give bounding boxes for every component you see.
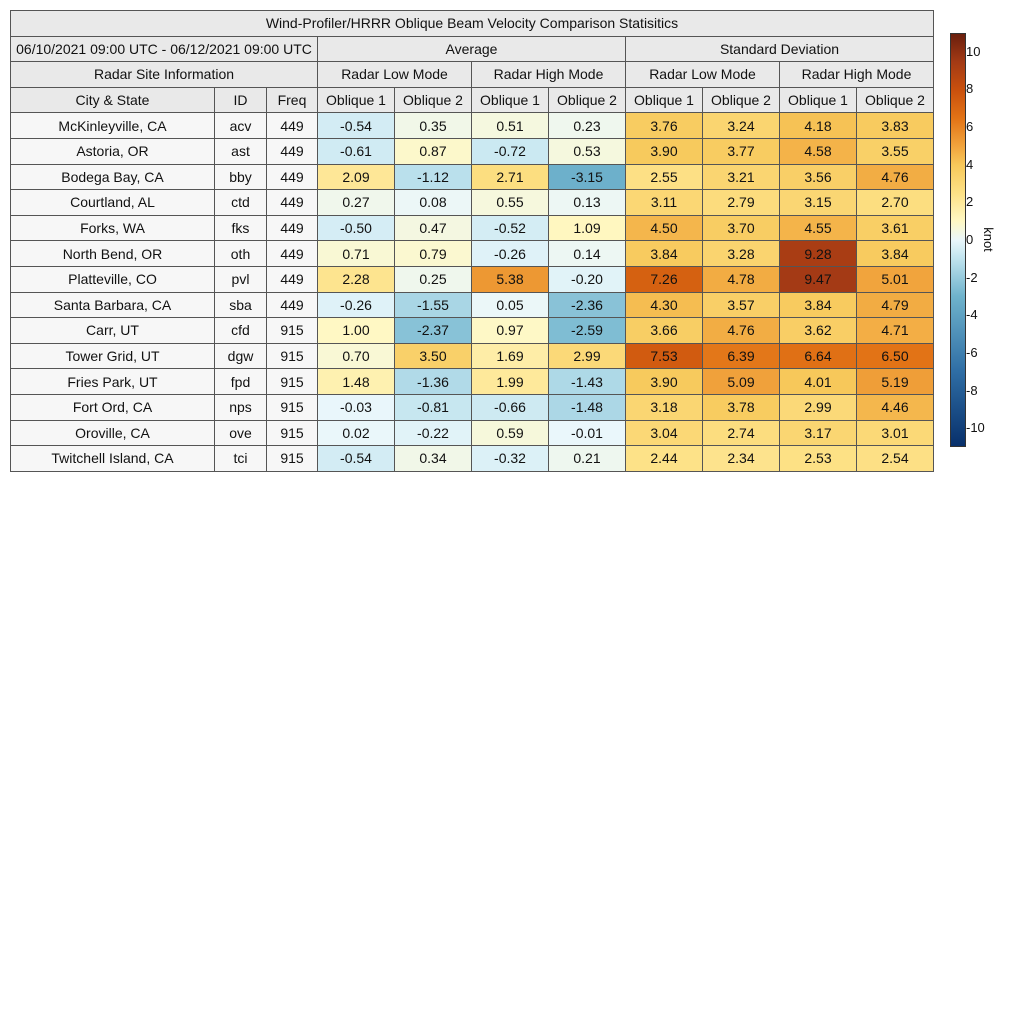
value-cell: -0.03 bbox=[318, 394, 395, 420]
city-cell: Platteville, CO bbox=[11, 266, 215, 292]
freq-cell: 449 bbox=[267, 215, 318, 241]
id-cell: bby bbox=[215, 164, 267, 190]
value-cell: 2.74 bbox=[703, 420, 780, 446]
value-cell: -0.61 bbox=[318, 138, 395, 164]
freq-cell: 449 bbox=[267, 190, 318, 216]
beam-header: Oblique 2 bbox=[549, 87, 626, 113]
table-row bbox=[11, 266, 934, 292]
table-row bbox=[11, 369, 934, 395]
city-cell: Fort Ord, CA bbox=[11, 394, 215, 420]
freq-cell: 915 bbox=[267, 446, 318, 472]
avg-high-mode-header: Radar High Mode bbox=[472, 62, 626, 88]
value-cell: 2.70 bbox=[857, 190, 934, 216]
city-cell: Santa Barbara, CA bbox=[11, 292, 215, 318]
value-cell: 3.62 bbox=[780, 318, 857, 344]
colorbar bbox=[950, 33, 966, 447]
value-cell: 4.50 bbox=[626, 215, 703, 241]
value-cell: -0.81 bbox=[395, 394, 472, 420]
freq-cell: 915 bbox=[267, 420, 318, 446]
value-cell: 0.05 bbox=[472, 292, 549, 318]
beam-header: Oblique 1 bbox=[472, 87, 549, 113]
value-cell: 3.11 bbox=[626, 190, 703, 216]
site-info-header: Radar Site Information bbox=[11, 62, 318, 88]
value-cell: 5.19 bbox=[857, 369, 934, 395]
city-cell: Tower Grid, UT bbox=[11, 343, 215, 369]
value-cell: 3.56 bbox=[780, 164, 857, 190]
table-row bbox=[11, 394, 934, 420]
value-cell: 4.78 bbox=[703, 266, 780, 292]
value-cell: 0.53 bbox=[549, 138, 626, 164]
city-cell: Bodega Bay, CA bbox=[11, 164, 215, 190]
value-cell: -0.66 bbox=[472, 394, 549, 420]
value-cell: 0.21 bbox=[549, 446, 626, 472]
value-cell: 3.28 bbox=[703, 241, 780, 267]
id-cell: cfd bbox=[215, 318, 267, 344]
value-cell: 0.55 bbox=[472, 190, 549, 216]
table-row bbox=[11, 164, 934, 190]
colorbar-tick-label: -2 bbox=[966, 269, 978, 285]
freq-cell: 449 bbox=[267, 241, 318, 267]
value-cell: -0.20 bbox=[549, 266, 626, 292]
value-cell: 0.25 bbox=[395, 266, 472, 292]
id-cell: fpd bbox=[215, 369, 267, 395]
value-cell: 0.27 bbox=[318, 190, 395, 216]
freq-cell: 449 bbox=[267, 164, 318, 190]
value-cell: 0.87 bbox=[395, 138, 472, 164]
city-cell: North Bend, OR bbox=[11, 241, 215, 267]
id-cell: ast bbox=[215, 138, 267, 164]
table-row bbox=[11, 292, 934, 318]
value-cell: 9.28 bbox=[780, 241, 857, 267]
value-cell: 0.71 bbox=[318, 241, 395, 267]
beam-header: Oblique 2 bbox=[857, 87, 934, 113]
value-cell: -1.43 bbox=[549, 369, 626, 395]
freq-cell: 449 bbox=[267, 113, 318, 139]
colorbar-tick-label: 6 bbox=[966, 119, 974, 135]
value-cell: 2.55 bbox=[626, 164, 703, 190]
value-cell: -2.36 bbox=[549, 292, 626, 318]
value-cell: 3.70 bbox=[703, 215, 780, 241]
value-cell: 2.79 bbox=[703, 190, 780, 216]
value-cell: -1.36 bbox=[395, 369, 472, 395]
table-row bbox=[11, 190, 934, 216]
value-cell: 3.18 bbox=[626, 394, 703, 420]
city-cell: Carr, UT bbox=[11, 318, 215, 344]
colorbar-tick-label: -8 bbox=[966, 382, 978, 398]
value-cell: 3.01 bbox=[857, 420, 934, 446]
value-cell: 0.70 bbox=[318, 343, 395, 369]
value-cell: -1.48 bbox=[549, 394, 626, 420]
value-cell: 3.83 bbox=[857, 113, 934, 139]
beam-header: Oblique 1 bbox=[780, 87, 857, 113]
table-row bbox=[11, 420, 934, 446]
beam-header: Oblique 2 bbox=[703, 87, 780, 113]
colorbar-unit-label: knot bbox=[980, 227, 996, 252]
value-cell: 0.59 bbox=[472, 420, 549, 446]
value-cell: 0.08 bbox=[395, 190, 472, 216]
value-cell: 2.44 bbox=[626, 446, 703, 472]
stddev-header: Standard Deviation bbox=[626, 36, 934, 62]
city-cell: Fries Park, UT bbox=[11, 369, 215, 395]
value-cell: 0.02 bbox=[318, 420, 395, 446]
value-cell: 6.50 bbox=[857, 343, 934, 369]
city-cell: Astoria, OR bbox=[11, 138, 215, 164]
colorbar-tick-label: 10 bbox=[966, 43, 981, 59]
colorbar-tick-label: 2 bbox=[966, 194, 974, 210]
value-cell: -0.50 bbox=[318, 215, 395, 241]
value-cell: 1.69 bbox=[472, 343, 549, 369]
id-cell: dgw bbox=[215, 343, 267, 369]
value-cell: 2.99 bbox=[549, 343, 626, 369]
colorbar-tick-label: 8 bbox=[966, 81, 974, 97]
value-cell: 4.46 bbox=[857, 394, 934, 420]
value-cell: 3.21 bbox=[703, 164, 780, 190]
date-range: 06/10/2021 09:00 UTC - 06/12/2021 09:00 UTC bbox=[11, 36, 318, 62]
average-header: Average bbox=[318, 36, 626, 62]
std-low-mode-header: Radar Low Mode bbox=[626, 62, 780, 88]
id-cell: ove bbox=[215, 420, 267, 446]
value-cell: 6.64 bbox=[780, 343, 857, 369]
value-cell: 1.48 bbox=[318, 369, 395, 395]
value-cell: -1.12 bbox=[395, 164, 472, 190]
value-cell: 0.79 bbox=[395, 241, 472, 267]
value-cell: -2.37 bbox=[395, 318, 472, 344]
value-cell: 3.90 bbox=[626, 138, 703, 164]
value-cell: 3.77 bbox=[703, 138, 780, 164]
avg-low-mode-header: Radar Low Mode bbox=[318, 62, 472, 88]
value-cell: 0.14 bbox=[549, 241, 626, 267]
id-cell: ctd bbox=[215, 190, 267, 216]
value-cell: 0.13 bbox=[549, 190, 626, 216]
value-cell: -0.72 bbox=[472, 138, 549, 164]
value-cell: 3.50 bbox=[395, 343, 472, 369]
value-cell: 9.47 bbox=[780, 266, 857, 292]
freq-cell: 915 bbox=[267, 369, 318, 395]
city-cell: Forks, WA bbox=[11, 215, 215, 241]
id-cell: nps bbox=[215, 394, 267, 420]
freq-header: Freq bbox=[267, 87, 318, 113]
id-cell: sba bbox=[215, 292, 267, 318]
value-cell: 4.01 bbox=[780, 369, 857, 395]
value-cell: -0.26 bbox=[472, 241, 549, 267]
value-cell: 3.17 bbox=[780, 420, 857, 446]
value-cell: -0.22 bbox=[395, 420, 472, 446]
value-cell: 3.15 bbox=[780, 190, 857, 216]
value-cell: 5.38 bbox=[472, 266, 549, 292]
colorbar-tick-label: 0 bbox=[966, 232, 974, 247]
value-cell: -0.54 bbox=[318, 113, 395, 139]
value-cell: 5.09 bbox=[703, 369, 780, 395]
value-cell: 3.76 bbox=[626, 113, 703, 139]
colorbar-tick-label: 4 bbox=[966, 156, 974, 172]
value-cell: 4.76 bbox=[703, 318, 780, 344]
value-cell: 2.34 bbox=[703, 446, 780, 472]
value-cell: 6.39 bbox=[703, 343, 780, 369]
table-row bbox=[11, 446, 934, 472]
table-row bbox=[11, 343, 934, 369]
value-cell: 3.04 bbox=[626, 420, 703, 446]
beam-header: Oblique 1 bbox=[318, 87, 395, 113]
value-cell: 3.55 bbox=[857, 138, 934, 164]
id-cell: pvl bbox=[215, 266, 267, 292]
value-cell: -0.32 bbox=[472, 446, 549, 472]
id-cell: oth bbox=[215, 241, 267, 267]
value-cell: 4.58 bbox=[780, 138, 857, 164]
value-cell: 7.53 bbox=[626, 343, 703, 369]
value-cell: 3.90 bbox=[626, 369, 703, 395]
value-cell: -0.26 bbox=[318, 292, 395, 318]
value-cell: 0.51 bbox=[472, 113, 549, 139]
value-cell: 4.18 bbox=[780, 113, 857, 139]
freq-cell: 449 bbox=[267, 266, 318, 292]
freq-cell: 449 bbox=[267, 138, 318, 164]
id-cell: acv bbox=[215, 113, 267, 139]
value-cell: -0.01 bbox=[549, 420, 626, 446]
value-cell: 3.24 bbox=[703, 113, 780, 139]
table-row bbox=[11, 138, 934, 164]
value-cell: 2.09 bbox=[318, 164, 395, 190]
value-cell: 7.26 bbox=[626, 266, 703, 292]
value-cell: 4.76 bbox=[857, 164, 934, 190]
id-cell: tci bbox=[215, 446, 267, 472]
beam-header: Oblique 2 bbox=[395, 87, 472, 113]
value-cell: 2.28 bbox=[318, 266, 395, 292]
id-cell: fks bbox=[215, 215, 267, 241]
value-cell: 0.97 bbox=[472, 318, 549, 344]
value-cell: 0.23 bbox=[549, 113, 626, 139]
value-cell: 0.34 bbox=[395, 446, 472, 472]
value-cell: 4.30 bbox=[626, 292, 703, 318]
value-cell: 4.55 bbox=[780, 215, 857, 241]
colorbar-tick-label: -4 bbox=[966, 307, 978, 323]
colorbar-tick-label: -6 bbox=[966, 344, 978, 360]
freq-cell: 915 bbox=[267, 343, 318, 369]
city-cell: McKinleyville, CA bbox=[11, 113, 215, 139]
city-state-header: City & State bbox=[11, 87, 215, 113]
value-cell: 3.84 bbox=[780, 292, 857, 318]
value-cell: 3.66 bbox=[626, 318, 703, 344]
value-cell: 1.09 bbox=[549, 215, 626, 241]
value-cell: 2.99 bbox=[780, 394, 857, 420]
value-cell: -0.52 bbox=[472, 215, 549, 241]
freq-cell: 915 bbox=[267, 394, 318, 420]
value-cell: 2.71 bbox=[472, 164, 549, 190]
statistics-table bbox=[10, 10, 934, 472]
colorbar-tick-label: -10 bbox=[966, 420, 985, 436]
value-cell: 2.53 bbox=[780, 446, 857, 472]
value-cell: -0.54 bbox=[318, 446, 395, 472]
value-cell: 1.00 bbox=[318, 318, 395, 344]
city-cell: Oroville, CA bbox=[11, 420, 215, 446]
city-cell: Courtland, AL bbox=[11, 190, 215, 216]
value-cell: 3.84 bbox=[857, 241, 934, 267]
value-cell: 5.01 bbox=[857, 266, 934, 292]
std-high-mode-header: Radar High Mode bbox=[780, 62, 934, 88]
value-cell: 1.99 bbox=[472, 369, 549, 395]
value-cell: 4.79 bbox=[857, 292, 934, 318]
value-cell: 3.61 bbox=[857, 215, 934, 241]
value-cell: 0.35 bbox=[395, 113, 472, 139]
id-header: ID bbox=[215, 87, 267, 113]
city-cell: Twitchell Island, CA bbox=[11, 446, 215, 472]
table-title: Wind-Profiler/HRRR Oblique Beam Velocity Comparison Statisitics bbox=[11, 11, 934, 37]
value-cell: -3.15 bbox=[549, 164, 626, 190]
table-row bbox=[11, 241, 934, 267]
freq-cell: 449 bbox=[267, 292, 318, 318]
value-cell: 3.57 bbox=[703, 292, 780, 318]
table-row bbox=[11, 318, 934, 344]
value-cell: 0.47 bbox=[395, 215, 472, 241]
value-cell: 3.84 bbox=[626, 241, 703, 267]
value-cell: 2.54 bbox=[857, 446, 934, 472]
value-cell: 3.78 bbox=[703, 394, 780, 420]
freq-cell: 915 bbox=[267, 318, 318, 344]
beam-header: Oblique 1 bbox=[626, 87, 703, 113]
value-cell: -1.55 bbox=[395, 292, 472, 318]
value-cell: -2.59 bbox=[549, 318, 626, 344]
value-cell: 4.71 bbox=[857, 318, 934, 344]
table-row bbox=[11, 215, 934, 241]
table-row bbox=[11, 113, 934, 139]
